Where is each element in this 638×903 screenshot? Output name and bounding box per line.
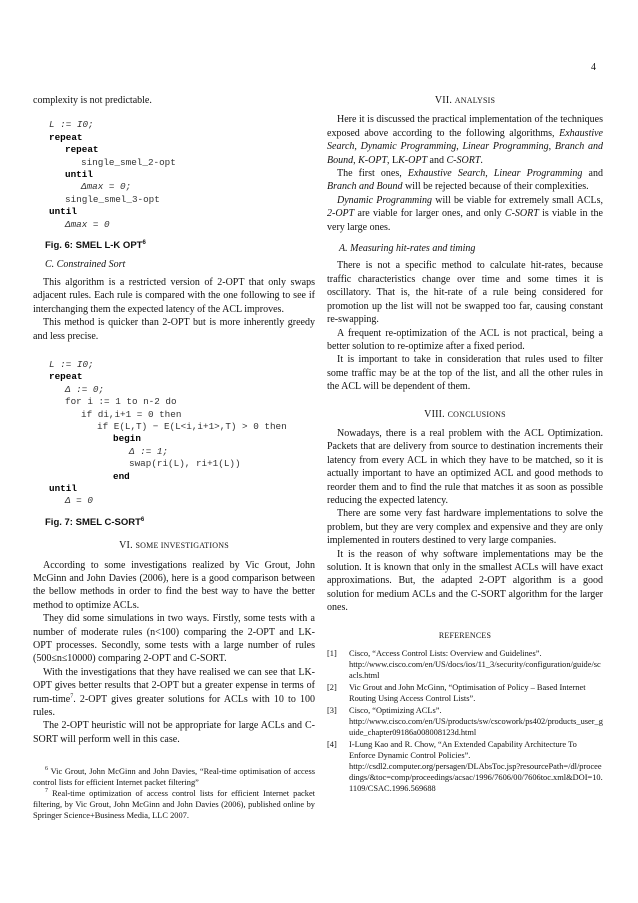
- code-line: until: [49, 482, 77, 494]
- section-viii-heading: VIII. CONCLUSIONS: [424, 408, 506, 420]
- footnote-7: $^7$ Real-time optimization of access control lists for efficient Internet packet filtering, by Vic Grout, John McGinn and John Davies (2006), published online by Springer Science+Business Media, LLC 2007.: [33, 788, 315, 820]
- code-line: until: [65, 169, 93, 181]
- footnote-6: $^6$ Vic Grout, John McGinn and John Davies, “Real-time optimisation of access control lists for efficient Internet packet filtering”: [33, 766, 315, 787]
- code-line: swap(ri(L), ri+1(L)): [129, 458, 241, 470]
- right-column: [327, 94, 603, 795]
- section-vi-heading: VI. SOME INVESTIGATIONS: [119, 540, 229, 552]
- code-line: Δ := 1;: [129, 445, 169, 457]
- code-line: if E(L,T) − E(L<i,i+1>,T) > 0 then: [97, 420, 287, 432]
- subsection-a-title: A. Measuring hit-rates and timing: [339, 243, 476, 255]
- section-c-paragraph-1: This algorithm is a restricted version of 2-OPT that only swaps adjacent rules. Each rule is compared with the one following to see if interchanging them the expected latency of the ACL improves.: [33, 276, 315, 315]
- code-line: repeat: [65, 144, 99, 156]
- code-line: Δ := 0;: [65, 383, 105, 395]
- code-line: Δmax = 0: [65, 218, 110, 230]
- section-vi-paragraph-2: They did some simulations in two ways. Firstly, some tests with a number of moderate rules (n<100) comparing the 2-OPT and LK-OPT processes. Secondly, some tests with a large number of rules (500≤n≤10000) comparing 2-OPT and C-SORT.: [33, 613, 315, 665]
- section-vii-paragraph-3: Dynamic Programming will be viable for extremely small ACLs, 2-OPT are viable for larger ones, and only C-SORT is viable in the very large ones.: [327, 194, 604, 233]
- code-line: until: [49, 206, 77, 218]
- reference-url[interactable]: http://csdl2.computer.org/persagen/DLAbsToc.jsp?resourcePath=/dl/proceedings/&toc=comp/proceedings/acsac/1996/7606/00/7606toc.xml&DOI=10.1109/CSAC.1996.569688: [349, 762, 603, 794]
- reference-item: [327, 682, 603, 704]
- intro-line: complexity is not predictable.: [33, 95, 152, 106]
- code-line: single_smel_3-opt: [65, 193, 160, 205]
- reference-url[interactable]: http://www.cisco.com/en/US/products/sw/cscowork/ps402/products_user_guide_chapter09186a008008123d.html: [349, 717, 603, 738]
- code-line: L := I0;: [49, 358, 94, 370]
- code-line: L := I0;: [49, 119, 94, 131]
- figure-7-code: [33, 359, 315, 508]
- reference-number: [1]: [327, 649, 337, 659]
- code-line: Δ = 0: [65, 495, 93, 507]
- figure-7-caption: Fig. 7: SMEL C-SORT$^6$: [45, 516, 145, 528]
- subsection-a-paragraph-2: A frequent re-optimization of the ACL is not practical, being a better solution to re-optimize after a fixed period.: [327, 327, 603, 352]
- code-line: begin: [113, 433, 141, 445]
- reference-url[interactable]: http://www.cisco.com/en/US/docs/ios/11_3/security/configuration/guide/scacls.html: [349, 660, 601, 681]
- reference-number: [3]: [327, 706, 337, 716]
- subsection-a-paragraph-1: There is not a specific method to calculate hit-rates, because traffic characteristics change over time and some times it is oscillatory. That is, the hit-rate of a rule being considered for promotion up the list will not be swapped too far, causing constant re-swapping.: [327, 260, 603, 326]
- code-line: repeat: [49, 371, 83, 383]
- section-vii-paragraph-1: Here it is discussed the practical implementation of the techniques exposed above according to the following algorithms, Exhaustive Search, Dynamic Programming, Linear Programming, Branch and Bound, K-OPT, LK-OPT and C-SORT.: [327, 114, 604, 166]
- left-column: [33, 94, 315, 746]
- section-c-paragraph-2: This method is quicker than 2-OPT but is more inherently greedy and less precise.: [33, 317, 315, 342]
- reference-item: [327, 648, 603, 681]
- reference-text: I-Lung Kao and R. Chow, “An Extended Capability Architecture To Enforce Dynamic Control Policies”. http://csdl2.computer.org/persagen/DLAbsToc.jsp?resourcePath=/dl/proceedings/&toc=comp/proceedings/acsac/1996/7606/00/7606toc.xml&DOI=10.1109/CSAC.1996.569688: [349, 740, 603, 794]
- references-list: [327, 648, 603, 794]
- page-number: 4: [591, 62, 596, 73]
- reference-item: [327, 705, 603, 738]
- figure-6-caption: Fig. 6: SMEL L-K OPT$^6$: [45, 239, 146, 252]
- section-c-title: C. Constrained Sort: [45, 259, 126, 271]
- section-viii-paragraph-3: It is the reason of why software implementations may be the solution. It is known that only in the smallest ACLs will have exact approximations. But, the adapted 2-OPT algorithm is a good solution for medium ACLs and the C-SORT algorithm for the larger ones.: [327, 548, 603, 614]
- section-vi-paragraph-3: With the investigations that they have realised we can see that LK-OPT gives better results that 2-OPT but a greater expense in terms of rum-time$^7$. 2-OPT gives greater solutions for ACLs with 10 to 100 rules.: [33, 666, 315, 719]
- section-viii-paragraph-1: Nowadays, there is a real problem with the ACL Optimization. Packets that are delivery from source to destination increments their latency from every ACL in which they have to be matched, so it is actually important to have an optimized ACL and good methods to reorder them and to find the rule that matches it as soon as possible reducing the expected latency.: [327, 427, 603, 506]
- code-line: repeat: [49, 131, 83, 143]
- reference-number: [2]: [327, 683, 337, 693]
- reference-item: [327, 739, 603, 794]
- footnotes: [33, 766, 315, 821]
- reference-number: [4]: [327, 740, 337, 750]
- code-line: for i := 1 to n-2 do: [65, 396, 177, 408]
- section-vii-heading: VII. ANALYSIS: [434, 95, 496, 106]
- code-line: end: [113, 470, 130, 482]
- code-line: if di,i+1 = 0 then: [81, 408, 182, 420]
- references-heading: REFERENCES: [438, 630, 492, 640]
- section-vii-paragraph-2: The first ones, Exhaustive Search, Linear Programming and Branch and Bound will be rejected because of their complexities.: [327, 168, 603, 193]
- reference-text: Vic Grout and John McGinn, “Optimisation of Policy – Based Internet Routing Using Access Control Lists”.: [349, 683, 586, 704]
- reference-text: Cisco, “Access Control Lists: Overview and Guidelines”. http://www.cisco.com/en/US/docs/ios/11_3/security/configuration/guide/scacls.html: [349, 648, 603, 681]
- section-vi-paragraph-1: According to some investigations realized by Vic Grout, John McGinn and John Davies (2006), here is a good comparison between the bellow methods in order to find the best way to have the better method to optimize ACLs.: [33, 559, 315, 611]
- figure-6-code: [33, 119, 315, 231]
- section-vi-paragraph-4: The 2-OPT heuristic will not be appropriate for large ACLs and C-SORT will perform well in this case.: [33, 720, 315, 745]
- code-line: Δmax = 0;: [81, 181, 132, 193]
- subsection-a-paragraph-3: It is important to take in consideration that rules used to filter some traffic may be at the top of the list, and all the other rules in the ACL will be dependent of them.: [327, 354, 603, 393]
- reference-text: Cisco, “Optimizing ACLs”. http://www.cisco.com/en/US/products/sw/cscowork/ps402/products_user_guide_chapter09186a008008123d.html: [349, 706, 603, 738]
- section-viii-paragraph-2: There are some very fast hardware implementations to solve the problem, but they are very complex and expensive and they are only implemented in routers destined to very large companies.: [327, 508, 603, 547]
- code-line: single_smel_2-opt: [81, 156, 176, 168]
